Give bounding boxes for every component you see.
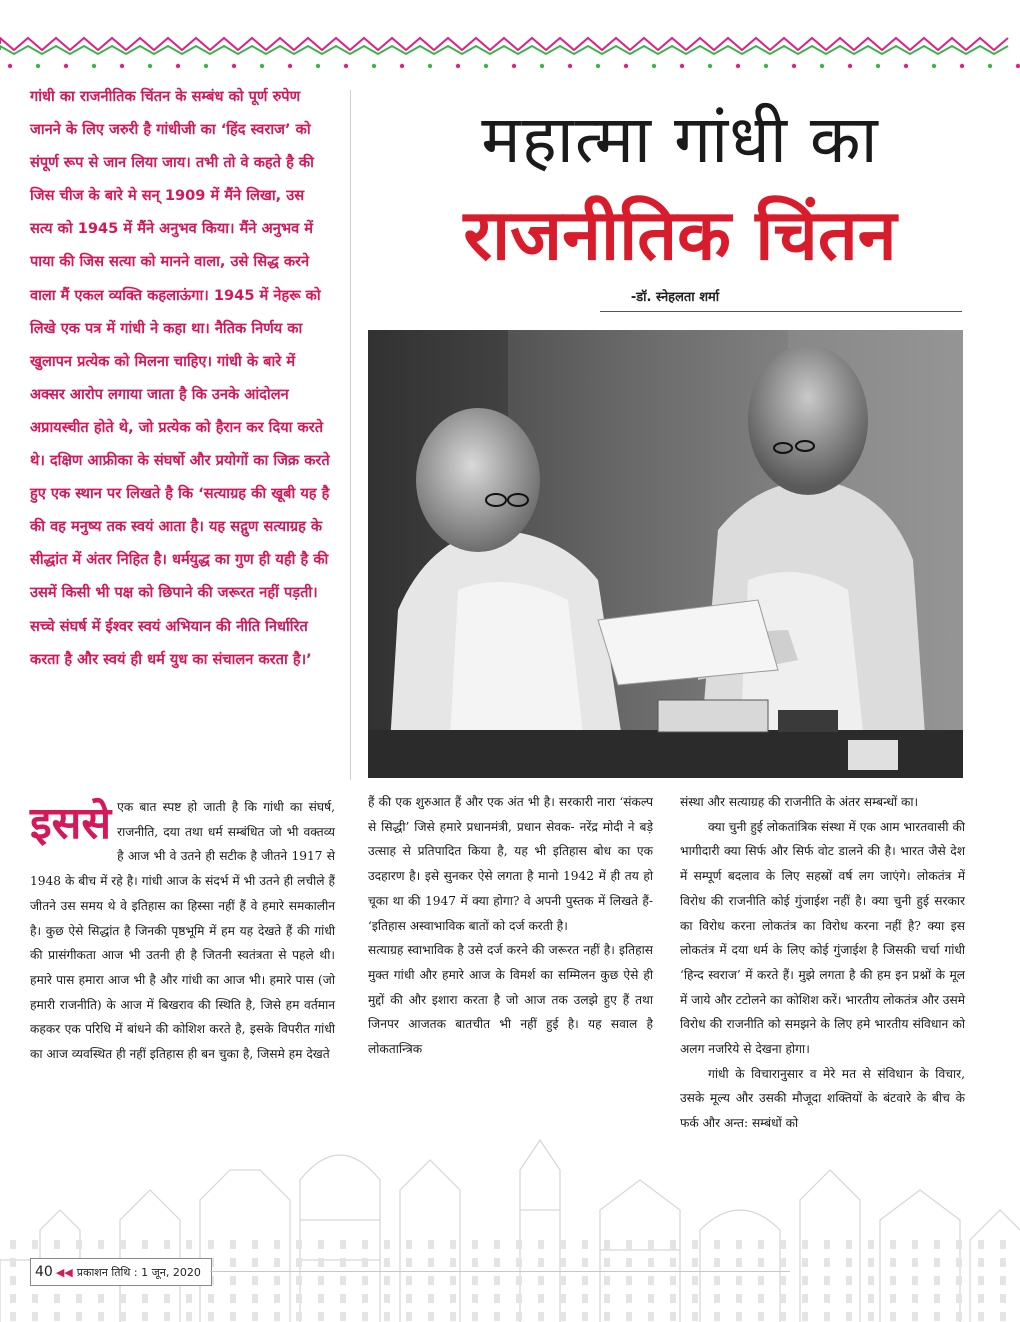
skyline-window — [1000, 1276, 1006, 1285]
column-1-text: एक बात स्पष्ट हो जाती है कि गांधी का संघर्ष, राजनीति, दया तथा धर्म सम्बंधित जो भी वक्तव्य है आज भी वे उतने ही सटीक है जीतने 1917 से 1948 के बीच में रहे है। गांधी आज के संदर्भ में भी उतने ही लचीले हैं जीतने उस समय थे वे इतिहास का हिस्सा नहीं हैं वे हमारे समकालीन है। कुछ ऐसे सिद्धांत है जिनकी पृष्ठभूमि में हम यह देखते हैं की गांधी की प्रासंगीकता आज भी उतनी ही है जितनी स्वतंत्रता से पहले थी। हमारे पास हमारा आज भी है और गांधी का आज भी। हमारे पास (जो हमारी राजनीति) के आज में बिखराव की स्थिति है, जिसे हम वर्तमान कहकर एक परिधि में बांधने की कोशिश करते है, इसके विपरीत गांधी का आज व्यवस्थित ही नहीं इतिहास ही बन चुका है, जिसमे हम देखते — [30, 800, 335, 1062]
skyline-window — [164, 1294, 170, 1303]
border-dot — [148, 64, 152, 68]
skyline-window — [450, 1258, 456, 1267]
border-dot — [288, 64, 292, 68]
skyline-window — [692, 1294, 698, 1303]
skyline-window — [252, 1294, 258, 1303]
skyline-window — [340, 1258, 346, 1267]
skyline-window — [296, 1312, 302, 1321]
footer-rule — [210, 1271, 790, 1272]
skyline-window — [406, 1276, 412, 1285]
column-3-paragraph-2: क्या चुनी हुई लोकतांत्रिक संस्था में एक आम भारतवासी की भागीदारी क्या सिर्फ और सिर्फ वोट डालने की है। भारत जैसे देश में सम्पूर्ण बदलाव के लिए सहस्रों वर्ष लग जाएंगे। लोकतंत्र में विरोध की राजनीति कोई गुंजाईश नहीं है। क्या चुनी हुई सरकार का विरोध करना लोकतंत्र का विरोध करना नहीं है? क्या इस लोकतंत्र में दया धर्म के लिए कोई गुंजाईश है जिसकी चर्चा गांधी ‘हिन्द स्वराज’ में करते हैं। मुझे लगता है की हम इन प्रश्नों के मूल में जाये और टटोलने का कोशिश करें। भारतीय लोकतंत्र और उसमे विरोध की राजनीति को समझने के लिए हमे भारतीय संविधान को अलग नजरिये से देखना होगा। — [680, 819, 965, 1057]
skyline-window — [868, 1258, 874, 1267]
archival-photo-gandhi — [368, 330, 963, 778]
skyline-window — [648, 1312, 654, 1321]
skyline-window — [824, 1294, 830, 1303]
skyline-window — [714, 1240, 720, 1249]
skyline-window — [824, 1258, 830, 1267]
skyline-window — [54, 1312, 60, 1321]
border-dot — [596, 64, 600, 68]
skyline-window — [560, 1276, 566, 1285]
skyline-window — [890, 1240, 896, 1249]
skyline-window — [1000, 1294, 1006, 1303]
skyline-window — [780, 1294, 786, 1303]
skyline-window — [626, 1312, 632, 1321]
skyline-window — [538, 1240, 544, 1249]
skyline-window — [890, 1258, 896, 1267]
page-number: 40 — [35, 1264, 53, 1280]
skyline-window — [934, 1312, 940, 1321]
skyline-window — [54, 1294, 60, 1303]
skyline-window — [98, 1312, 104, 1321]
skyline-window — [890, 1312, 896, 1321]
skyline-window — [472, 1294, 478, 1303]
skyline-window — [736, 1312, 742, 1321]
skyline-window — [10, 1276, 16, 1285]
skyline-window — [604, 1276, 610, 1285]
skyline-window — [296, 1240, 302, 1249]
skyline-window — [296, 1258, 302, 1267]
skyline-window — [384, 1240, 390, 1249]
border-dot — [792, 64, 796, 68]
skyline-window — [670, 1258, 676, 1267]
border-dot — [652, 64, 656, 68]
skyline-window — [450, 1312, 456, 1321]
skyline-window — [1000, 1312, 1006, 1321]
skyline-window — [450, 1294, 456, 1303]
skyline-window — [670, 1240, 676, 1249]
skyline-window — [472, 1240, 478, 1249]
skyline-window — [956, 1294, 962, 1303]
skyline-window — [406, 1240, 412, 1249]
border-dot — [904, 64, 908, 68]
skyline-window — [626, 1240, 632, 1249]
border-dot — [960, 64, 964, 68]
skyline-window — [758, 1240, 764, 1249]
border-dot — [372, 64, 376, 68]
skyline-window — [890, 1276, 896, 1285]
skyline-window — [406, 1294, 412, 1303]
skyline-window — [516, 1294, 522, 1303]
skyline-window — [230, 1240, 236, 1249]
skyline-window — [582, 1240, 588, 1249]
skyline-window — [494, 1294, 500, 1303]
skyline-window — [340, 1240, 346, 1249]
skyline-window — [274, 1258, 280, 1267]
skyline-window — [692, 1240, 698, 1249]
border-dot — [456, 64, 460, 68]
border-dot — [540, 64, 544, 68]
skyline-window — [318, 1312, 324, 1321]
border-dot — [204, 64, 208, 68]
skyline-window — [560, 1312, 566, 1321]
skyline-window — [692, 1258, 698, 1267]
skyline-window — [802, 1276, 808, 1285]
skyline-window — [428, 1294, 434, 1303]
article-column-2 — [368, 790, 653, 1062]
skyline-window — [934, 1276, 940, 1285]
border-dot — [64, 64, 68, 68]
skyline-window — [274, 1276, 280, 1285]
skyline-window — [802, 1240, 808, 1249]
skyline-window — [538, 1312, 544, 1321]
skyline-window — [230, 1294, 236, 1303]
skyline-window — [494, 1240, 500, 1249]
skyline-window — [648, 1258, 654, 1267]
skyline-window — [956, 1312, 962, 1321]
skyline-window — [692, 1276, 698, 1285]
border-dot — [120, 64, 124, 68]
border-dot — [92, 64, 96, 68]
skyline-window — [604, 1258, 610, 1267]
skyline-window — [296, 1294, 302, 1303]
page-footer — [30, 1258, 212, 1286]
skyline-window — [890, 1294, 896, 1303]
skyline-window — [978, 1312, 984, 1321]
skyline-window — [802, 1294, 808, 1303]
skyline-window — [538, 1276, 544, 1285]
skyline-window — [98, 1240, 104, 1249]
skyline-window — [868, 1294, 874, 1303]
skyline-window — [868, 1312, 874, 1321]
skyline-window — [538, 1294, 544, 1303]
skyline-window — [934, 1258, 940, 1267]
skyline-window — [714, 1276, 720, 1285]
skyline-window — [956, 1240, 962, 1249]
skyline-window — [274, 1312, 280, 1321]
skyline-window — [230, 1258, 236, 1267]
decorative-top-border — [0, 0, 1020, 80]
skyline-window — [32, 1294, 38, 1303]
border-dot — [344, 64, 348, 68]
border-dot — [400, 64, 404, 68]
border-dot — [680, 64, 684, 68]
column-2-paragraph-1: हैं की एक शुरुआत हैं और एक अंत भी है। सरकारी नारा ‘संकल्प से सिद्धी’ जिसे हमारे प्रधानमंत्री, प्रधान सेवक- नरेंद्र मोदी ने बड़े उत्साह से प्रतिपादित किया है, यह भी इतिहास बोध का एक उदहारण है। इसे सुनकर ऐसे लगता है मानो 1942 में ही तय हो चूका था की 1947 में क्या होगा? वे अपनी पुस्तक में लिखते हैं- ‘इतिहास अस्वाभाविक बातों को दर्ज करती है। — [368, 795, 653, 933]
skyline-window — [1000, 1240, 1006, 1249]
border-dot — [736, 64, 740, 68]
skyline-window — [516, 1312, 522, 1321]
skyline-window — [538, 1258, 544, 1267]
skyline-window — [780, 1240, 786, 1249]
author-rule — [600, 311, 962, 312]
skyline-window — [76, 1240, 82, 1249]
article-column-3 — [680, 790, 965, 1136]
border-dot — [512, 64, 516, 68]
skyline-window — [186, 1240, 192, 1249]
skyline-window — [208, 1240, 214, 1249]
skyline-window — [472, 1258, 478, 1267]
skyline-window — [626, 1276, 632, 1285]
skyline-window — [252, 1258, 258, 1267]
column-3-paragraph-3: गांधी के विचारानुसार व मेरे मत से संविधान के विचार, उसके मूल्य और उसकी मौजूदा शक्तियों के बंटवारे के बीच के फर्क और अन्त: सम्बंधों को — [680, 1066, 965, 1131]
skyline-window — [582, 1276, 588, 1285]
skyline-window — [956, 1258, 962, 1267]
skyline-window — [318, 1276, 324, 1285]
drop-cap-word: इससे — [30, 798, 112, 849]
border-dot — [36, 64, 40, 68]
skyline-window — [648, 1294, 654, 1303]
skyline-window — [98, 1294, 104, 1303]
skyline-window — [912, 1294, 918, 1303]
skyline-window — [824, 1276, 830, 1285]
skyline-window — [758, 1276, 764, 1285]
skyline-window — [494, 1276, 500, 1285]
skyline-window — [208, 1294, 214, 1303]
skyline-window — [362, 1312, 368, 1321]
skyline-window — [846, 1258, 852, 1267]
column-3-paragraph-1: संस्था और सत्याग्रह की राजनीति के अंतर सम्बन्धों का। — [680, 795, 919, 809]
skyline-window — [956, 1276, 962, 1285]
border-dot — [260, 64, 264, 68]
skyline-window — [802, 1258, 808, 1267]
skyline-window — [10, 1240, 16, 1249]
skyline-window — [736, 1276, 742, 1285]
title-line-1: महात्मा गांधी का — [481, 101, 879, 178]
skyline-window — [318, 1240, 324, 1249]
article-column-1 — [30, 795, 335, 1067]
skyline-window — [142, 1294, 148, 1303]
skyline-window — [582, 1258, 588, 1267]
skyline-window — [252, 1312, 258, 1321]
skyline-window — [428, 1276, 434, 1285]
skyline-window — [252, 1276, 258, 1285]
skyline-window — [362, 1240, 368, 1249]
skyline-window — [362, 1276, 368, 1285]
skyline-window — [670, 1276, 676, 1285]
skyline-window — [164, 1312, 170, 1321]
skyline-window — [626, 1294, 632, 1303]
skyline-window — [340, 1294, 346, 1303]
skyline-window — [32, 1240, 38, 1249]
skyline-window — [758, 1294, 764, 1303]
skyline-window — [912, 1312, 918, 1321]
skyline-window — [120, 1312, 126, 1321]
skyline-window — [142, 1312, 148, 1321]
column-divider — [350, 90, 351, 780]
title-line-2: राजनीतिक चिंतन — [463, 194, 897, 276]
skyline-window — [10, 1312, 16, 1321]
skyline-window — [252, 1240, 258, 1249]
skyline-window — [714, 1294, 720, 1303]
border-dot — [820, 64, 824, 68]
skyline-window — [978, 1258, 984, 1267]
skyline-window — [472, 1276, 478, 1285]
skyline-window — [428, 1258, 434, 1267]
border-dot — [624, 64, 628, 68]
skyline-window — [516, 1240, 522, 1249]
skyline-window — [230, 1276, 236, 1285]
skyline-window — [846, 1276, 852, 1285]
pull-quote: गांधी का राजनीतिक चिंतन के सम्बंध को पूर्ण रुपेण जानने के लिए जरुरी है गांधीजी का ‘हिंद स्वराज’ को संपूर्ण रूप से जान लिया जाय। तभी तो वे कहते है की जिस चीज के बारे मे सन् 1909 में मैंने लिखा, उस सत्य को 1945 में मैंने अनुभव किया। मैंने अनुभव में पाया की जिस सत्या को मानने वाला, उसे सिद्ध करने वाला मैं एकल व्यक्ति कहलाऊंगा। 1945 में नेहरू को लिखे एक पत्र में गांधी ने कहा था। नैतिक निर्णय का खुलापन प्रत्येक को मिलना चाहिए। गांधी के बारे में अक्सर आरोप लगाया जाता है कि उनके आंदोलन अप्रायस्चीत होते थे, जो प्रत्येक को हैरान कर दिया करते थे। दक्षिण आफ्रीका के संघर्षो और प्रयोगों का जिक्र करते हुए एक स्थान पर लिखते है कि ‘सत्याग्रह की खूबी यह है की वह मनुष्य तक स्वयं आता है। यह सद्गुण सत्याग्रह के सीद्धांत में अंतर निहित है। धर्मयुद्ध का गुण ही यही है की उसमें किसी भी पक्ष को छिपाने की जरूरत नहीं पड़ती। सच्चे संघर्ष में ईश्वर स्वयं अभियान की नीति निर्धारित करता है और स्वयं ही धर्म युध का संचालन करता है।’ — [30, 88, 330, 668]
skyline-window — [494, 1312, 500, 1321]
skyline-window — [120, 1294, 126, 1303]
skyline-window — [780, 1276, 786, 1285]
border-dot — [232, 64, 236, 68]
skyline-window — [912, 1258, 918, 1267]
skyline-window — [846, 1240, 852, 1249]
author-byline: -डॉ. स्नेहलता शर्मा — [630, 290, 720, 305]
skyline-window — [406, 1258, 412, 1267]
skyline-window — [406, 1312, 412, 1321]
skyline-window — [560, 1258, 566, 1267]
skyline-window — [846, 1294, 852, 1303]
skyline-window — [230, 1312, 236, 1321]
skyline-window — [626, 1258, 632, 1267]
skyline-window — [692, 1312, 698, 1321]
skyline-illustration — [0, 1110, 1020, 1322]
border-dot — [484, 64, 488, 68]
border-dot — [932, 64, 936, 68]
skyline-window — [736, 1294, 742, 1303]
skyline-window — [164, 1240, 170, 1249]
border-dot — [988, 64, 992, 68]
border-zigzag-line — [0, 38, 1008, 50]
border-dot — [848, 64, 852, 68]
skyline-window — [560, 1294, 566, 1303]
skyline-window — [274, 1240, 280, 1249]
skyline-window — [912, 1276, 918, 1285]
skyline-window — [868, 1276, 874, 1285]
skyline-window — [780, 1312, 786, 1321]
skyline-window — [318, 1258, 324, 1267]
skyline-window — [934, 1240, 940, 1249]
skyline-window — [560, 1240, 566, 1249]
skyline-window — [670, 1312, 676, 1321]
skyline-window — [32, 1312, 38, 1321]
skyline-window — [208, 1312, 214, 1321]
skyline-window — [604, 1312, 610, 1321]
skyline-window — [340, 1312, 346, 1321]
skyline-window — [934, 1294, 940, 1303]
border-dot — [764, 64, 768, 68]
border-dot — [316, 64, 320, 68]
skyline-window — [648, 1240, 654, 1249]
skyline-window — [318, 1294, 324, 1303]
skyline-window — [450, 1276, 456, 1285]
skyline-window — [824, 1240, 830, 1249]
skyline-window — [604, 1240, 610, 1249]
skyline-window — [362, 1294, 368, 1303]
skyline-window — [428, 1240, 434, 1249]
skyline-window — [516, 1276, 522, 1285]
skyline-window — [516, 1258, 522, 1267]
skyline-window — [868, 1240, 874, 1249]
skyline-window — [978, 1276, 984, 1285]
skyline-window — [604, 1294, 610, 1303]
skyline-window — [274, 1294, 280, 1303]
skyline-window — [186, 1294, 192, 1303]
skyline-window — [824, 1312, 830, 1321]
skyline-window — [714, 1312, 720, 1321]
skyline-window — [472, 1312, 478, 1321]
border-dot — [708, 64, 712, 68]
border-dot — [876, 64, 880, 68]
skyline-window — [120, 1240, 126, 1249]
skyline-window — [978, 1240, 984, 1249]
skyline-window — [340, 1276, 346, 1285]
skyline-window — [758, 1312, 764, 1321]
skyline-window — [648, 1276, 654, 1285]
skyline-window — [494, 1258, 500, 1267]
skyline-window — [978, 1294, 984, 1303]
skyline-window — [296, 1276, 302, 1285]
skyline-window — [76, 1312, 82, 1321]
skyline-window — [670, 1294, 676, 1303]
skyline-window — [54, 1240, 60, 1249]
skyline-window — [736, 1240, 742, 1249]
skyline-window — [76, 1294, 82, 1303]
publication-date: प्रकाशन तिथि : 1 जून, 2020 — [76, 1265, 201, 1279]
skyline-window — [780, 1258, 786, 1267]
skyline-window — [384, 1294, 390, 1303]
skyline-window — [846, 1312, 852, 1321]
skyline-window — [142, 1240, 148, 1249]
arrow-icon: ◀◀ — [55, 1265, 73, 1279]
skyline-window — [450, 1240, 456, 1249]
border-dot — [568, 64, 572, 68]
skyline-window — [10, 1258, 16, 1267]
column-2-paragraph-2: सत्याग्रह स्वाभाविक है उसे दर्ज करने की जरूरत नहीं है। इतिहास मुक्त गांधी और हमारे आज के विमर्श का सम्मिलन कुछ ऐसे ही मुद्दों की और इशारा करता है जो आज तक उलझे हुए हैं तथा जिनपर आजतक बातचीत भी नहीं हुई है। यह सवाल है लोकतान्त्रिक — [368, 943, 653, 1057]
skyline-window — [582, 1312, 588, 1321]
skyline-window — [714, 1258, 720, 1267]
skyline-window — [428, 1312, 434, 1321]
skyline-window — [802, 1312, 808, 1321]
skyline-window — [384, 1276, 390, 1285]
skyline-window — [186, 1312, 192, 1321]
skyline-window — [1000, 1258, 1006, 1267]
border-dot — [176, 64, 180, 68]
skyline-window — [384, 1312, 390, 1321]
skyline-window — [384, 1258, 390, 1267]
border-dot — [8, 64, 12, 68]
skyline-window — [736, 1258, 742, 1267]
skyline-window — [912, 1240, 918, 1249]
skyline-window — [10, 1294, 16, 1303]
border-dot — [428, 64, 432, 68]
skyline-window — [582, 1294, 588, 1303]
skyline-window — [362, 1258, 368, 1267]
border-dot — [1016, 64, 1020, 68]
skyline-window — [758, 1258, 764, 1267]
